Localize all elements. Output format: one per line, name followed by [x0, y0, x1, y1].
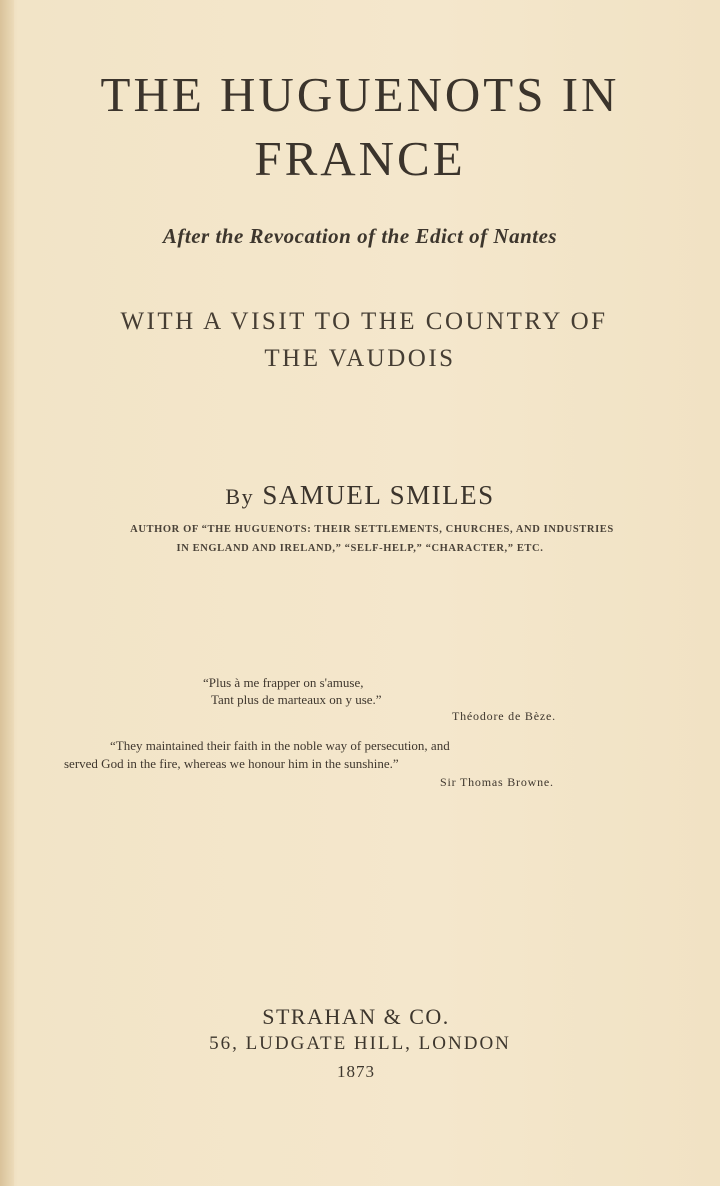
publication-year: 1873 [337, 1062, 375, 1081]
epigraph-1-line-2: Tant plus de marteaux on y use.” [211, 692, 382, 707]
subtitle-gothic: After the Revocation of the Edict of Nantes [162, 224, 558, 248]
epigraph-2-attribution: Sir Thomas Browne. [440, 775, 554, 789]
epigraph-2-line-1: “They maintained their faith in the noble way of persecution, and [110, 738, 450, 753]
publisher-address: 56, LUDGATE HILL, LONDON [209, 1033, 511, 1054]
author-credits-line-2: IN ENGLAND AND IRELAND,” “SELF-HELP,” “CHARACTER,” ETC. [176, 543, 544, 554]
book-title-line-1: THE HUGUENOTS IN [100, 67, 620, 122]
epigraph-2-line-2: served God in the fire, whereas we honour him in the sunshine.” [64, 756, 399, 771]
subtitle-visit-line-2: THE VAUDOIS [264, 345, 456, 372]
subtitle-visit-line-1: WITH A VISIT TO THE COUNTRY OF [120, 308, 608, 335]
epigraph-1-line-1: “Plus à me frapper on s'amuse, [203, 675, 364, 690]
author-name: SAMUEL SMILES [262, 480, 495, 510]
byline-by: By [225, 484, 255, 509]
epigraph-1-attribution: Théodore de Bèze. [452, 709, 556, 723]
publisher-name: STRAHAN & CO. [262, 1004, 450, 1029]
book-title-line-2: FRANCE [254, 131, 466, 186]
byline [0, 480, 720, 511]
author-credits-line-1: AUTHOR OF “THE HUGUENOTS: THEIR SETTLEMENTS, CHURCHES, AND INDUSTRIES [130, 524, 614, 535]
